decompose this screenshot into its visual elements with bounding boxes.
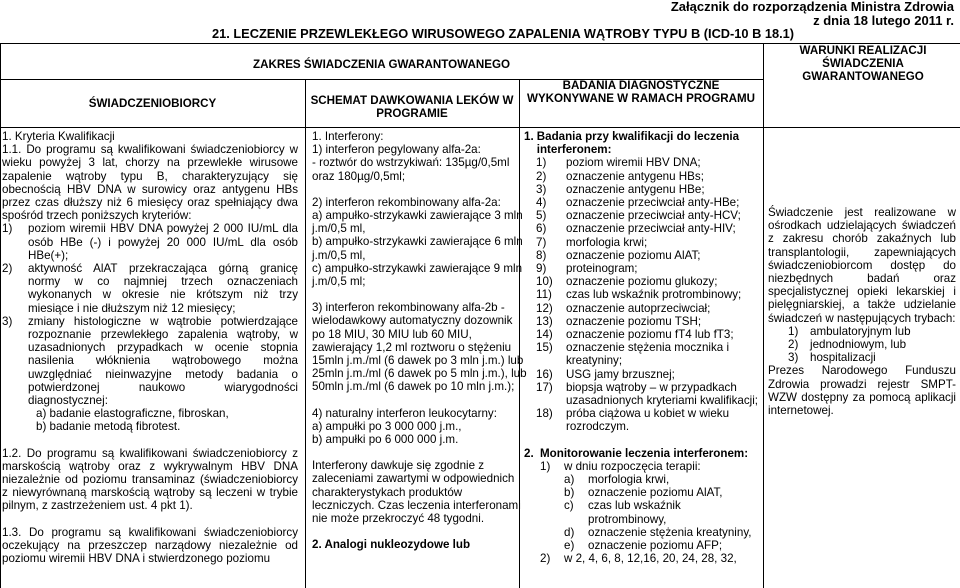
column-header-recipients: ŚWIADCZENIOBIORCY (88, 97, 217, 110)
list-item: 12) oznaczenie autoprzeciwciał; (536, 301, 711, 315)
monitoring-day-one: 1) w dniu rozpoczęcia terapii: (540, 459, 701, 473)
monitoring-weeks: 2) w 2, 4, 6, 8, 12,16, 20, 24, 28, 32, (540, 552, 737, 566)
dosage-line-3: 2) interferon rekombinowany alfa-2a: (312, 195, 501, 209)
monitoring-tests-list (524, 473, 760, 552)
dosage-column (312, 130, 527, 551)
monitoring-heading: 2. Monitorowanie leczenia interferonem: (524, 446, 749, 460)
list-item: 3) oznaczenie antygenu HBe; (536, 182, 705, 196)
dosage-line-8: 4) naturalny interferon leukocytarny: (312, 406, 497, 420)
dosage-line-11: Interferony dawkuje się zgodnie z zaleceniami zawartymi w odpowiednich charakterystykach produktów leczniczych. Czas leczenia interferonami nie może przekroczyć 48 tygodni. (312, 459, 521, 526)
recipients-column (2, 130, 298, 565)
list-item: 4) oznaczenie przeciwciał anty-HBe; (536, 196, 740, 210)
list-item: b) oznaczenie poziomu AlAT, (564, 486, 723, 500)
list-item: e) oznaczenie poziomu AFP; (564, 539, 723, 553)
interferons-heading: 1. Interferony: (312, 130, 384, 143)
column-header-conditions: WARUNKI REALIZACJI ŚWIADCZENIA GWARANTOWANEGO (799, 44, 927, 84)
column-header-dosage: SCHEMAT DAWKOWANIA LEKÓW W PROGRAMIE (310, 94, 514, 121)
list-item: 5) oznaczenie przeciwciał anty-HCV; (536, 209, 741, 223)
qualification-tests-list (524, 156, 760, 433)
criterion-2: 2) aktywność AlAT przekraczająca górną granicę normy w co najmniej trzech oznaczeniach wykonanych w okresie nie krótszym niż trzy miesiące i nie dłuższym niż 12 miesięcy; (2, 262, 298, 315)
analogs-heading: 2. Analogi nukleozydowe lub (312, 538, 471, 552)
list-item: 14) oznaczenie poziomu fT4 lub fT3; (536, 328, 734, 342)
criteria-1-2: 1.2. Do programu są kwalifikowani świadczeniobiorcy z marskością wątroby oraz z wykrywalnym HBV DNA niezależnie od poziomu transaminaz (świadczeniobiorcy z niewyrównaną marskością wątroby są leczeni w trybie pilnym, z zastrzeżeniem ust. 4 pkt 1). (2, 446, 298, 513)
dosage-line-2: - roztwór do wstrzykiwań: 135µg/0,5ml oraz 180µg/0,5ml; (312, 156, 510, 183)
dosage-line-9: a) ampułki po 3 000 000 j.m., (312, 419, 462, 433)
ordinance-header-line1: Załącznik do rozporządzenia Ministra Zdrowia (670, 0, 954, 14)
criterion-1: 1) poziom wiremii HBV DNA powyżej 2 000 IU/mL dla osób HBe (-) i powyżej 20 000 IU/mL dla osób HBe(+); (2, 222, 298, 262)
criteria-1-1: 1.1. Do programu są kwalifikowani świadczeniobiorcy w wieku powyżej 3 lat, chorzy na przewlekłe wirusowe zapalenie wątroby typu B, charakteryzujący się obecnością HBV DNA w surowicy oraz antygenu HBs przez czas dłuższy niż 6 miesięcy oraz spełniający dwa spośród trzech poniższych kryteriów: (2, 143, 298, 223)
list-item: 2) oznaczenie antygenu HBs; (536, 169, 704, 183)
list-item: 6) oznaczenie przeciwciał anty-HIV; (536, 222, 736, 236)
list-item: 16) USG jamy brzusznej; (536, 367, 675, 381)
dosage-line-1: 1) interferon pegylowany alfa-2a: (312, 143, 481, 157)
list-item: 10) oznaczenie poziomu glukozy; (536, 275, 718, 289)
column-divider-2 (305, 79, 306, 588)
ordinance-header-line2: z dnia 18 lutego 2011 r. (813, 13, 954, 28)
list-item: 15) oznaczenie stężenia mocznika i kreatyniny; (536, 341, 730, 368)
conditions-column (768, 206, 956, 417)
list-item: c) czas lub wskaźnik protrombinowy, (564, 499, 681, 526)
column-divider-4 (763, 43, 764, 588)
conditions-text: Świadczenie jest realizowane w ośrodkach udzielających świadczeń z zakresu chorób zakaźnych lub transplantologii, zapewniających świadczeniobiorcom dostęp do niezbędnych badań oraz specjalistycznej opieki lekarskiej i pielęgniarskiej, a także udzielanie świadczeń w następujących trybach: (768, 206, 956, 325)
list-item: 13) oznaczenie poziomu TSH; (536, 314, 702, 328)
diagnostics-column (524, 130, 760, 566)
dosage-line-10: b) ampułki po 6 000 000 j.m. (312, 433, 459, 447)
dosage-line-6: c) ampułko-strzykawki zawierające 9 mln j.m/0,5 ml; (312, 261, 523, 289)
registry-text: Prezes Narodowego Funduszu Zdrowia prowadzi rejestr SMPT-WZW dostępny za pomocą aplikacji internetowej. (768, 364, 956, 418)
list-item: 2) jednodniowym, lub (788, 338, 907, 352)
column-header-diagnostics: BADANIA DIAGNOSTYCZNE WYKONYWANE W RAMACH PROGRAMU (527, 79, 755, 106)
dosage-line-4: a) ampułko-strzykawki zawierające 3 mln j.m/0,5 ml, (312, 209, 523, 236)
criterion-3-b: b) badanie metodą fibrotest. (36, 420, 181, 434)
table-title: 21. LECZENIE PRZEWLEKŁEGO WIRUSOWEGO ZAPALENIA WĄTROBY TYPU B (ICD-10 B 18.1) (212, 26, 795, 41)
list-item: 17) biopsja wątroby – w przypadkach uzasadnionych kryteriami kwalifikacji; (536, 380, 759, 408)
dosage-line-5: b) ampułko-strzykawki zawierające 6 mln j.m/0,5 ml, (312, 235, 523, 262)
criteria-1-3: 1.3. Do programu są kwalifikowani świadczeniobiorcy oczekujący na przeszczep narządowy niezależnie od poziomu wiremii HBV DNA i stwierdzonego poziomu (2, 525, 298, 566)
list-item: a) morfologia krwi, (564, 473, 670, 487)
dosage-line-7: 3) interferon rekombinowany alfa-2b - wielodawkowy automatyczny dozownik po 18 MIU, 30 MIU lub 60 MIU, zawierający 1,2 ml roztworu o stężeniu 15mln j.m./ml (6 dawek po 3 mln j.m.) lub 25mln j.m./ml (6 dawek po 5 mln j.m.), lub 50mln j.m./ml (6 dawek po 10 mln j.m.); (312, 301, 527, 394)
list-item: 7) morfologia krwi; (536, 235, 648, 249)
list-item: 9) proteinogram; (536, 262, 638, 276)
list-item: 1) poziom wiremii HBV DNA; (536, 156, 701, 170)
group-header: ZAKRES ŚWIADCZENIA GWARANTOWANEGO (253, 58, 510, 71)
criterion-3-a: a) badanie elastograficzne, fibroskan, (36, 407, 229, 421)
table-border-left (0, 43, 1, 588)
list-item: 11) czas lub wskaźnik protrombinowy; (536, 288, 742, 302)
list-item: d) oznaczenie stężenia kreatyniny, (564, 525, 752, 539)
list-item: 1) ambulatoryjnym lub (788, 324, 911, 338)
qualification-heading: 1. Kryteria Kwalifikacji (2, 130, 115, 143)
header-row-separator (0, 127, 960, 128)
modes-list (768, 325, 956, 365)
list-item: 3) hospitalizacji (788, 351, 876, 365)
list-item: 18) próba ciążowa u kobiet w wieku rozrodczym. (536, 407, 730, 434)
qualification-tests-heading: 1. Badania przy kwalifikacji do leczenia interferonem: (524, 130, 740, 157)
criterion-3: 3) zmiany histologiczne w wątrobie potwierdzające rozpoznanie przewlekłego zapalenia wątroby, w uzasadnionych przypadkach w ocenie stopnia nasilenia włóknienia wątrobowego można uwzględniać nieinwazyjne metody badania o potwierdzonej naukowo wiarygodności diagnostycznej: (2, 314, 298, 408)
list-item: 8) oznaczenie poziomu AlAT; (536, 248, 701, 262)
